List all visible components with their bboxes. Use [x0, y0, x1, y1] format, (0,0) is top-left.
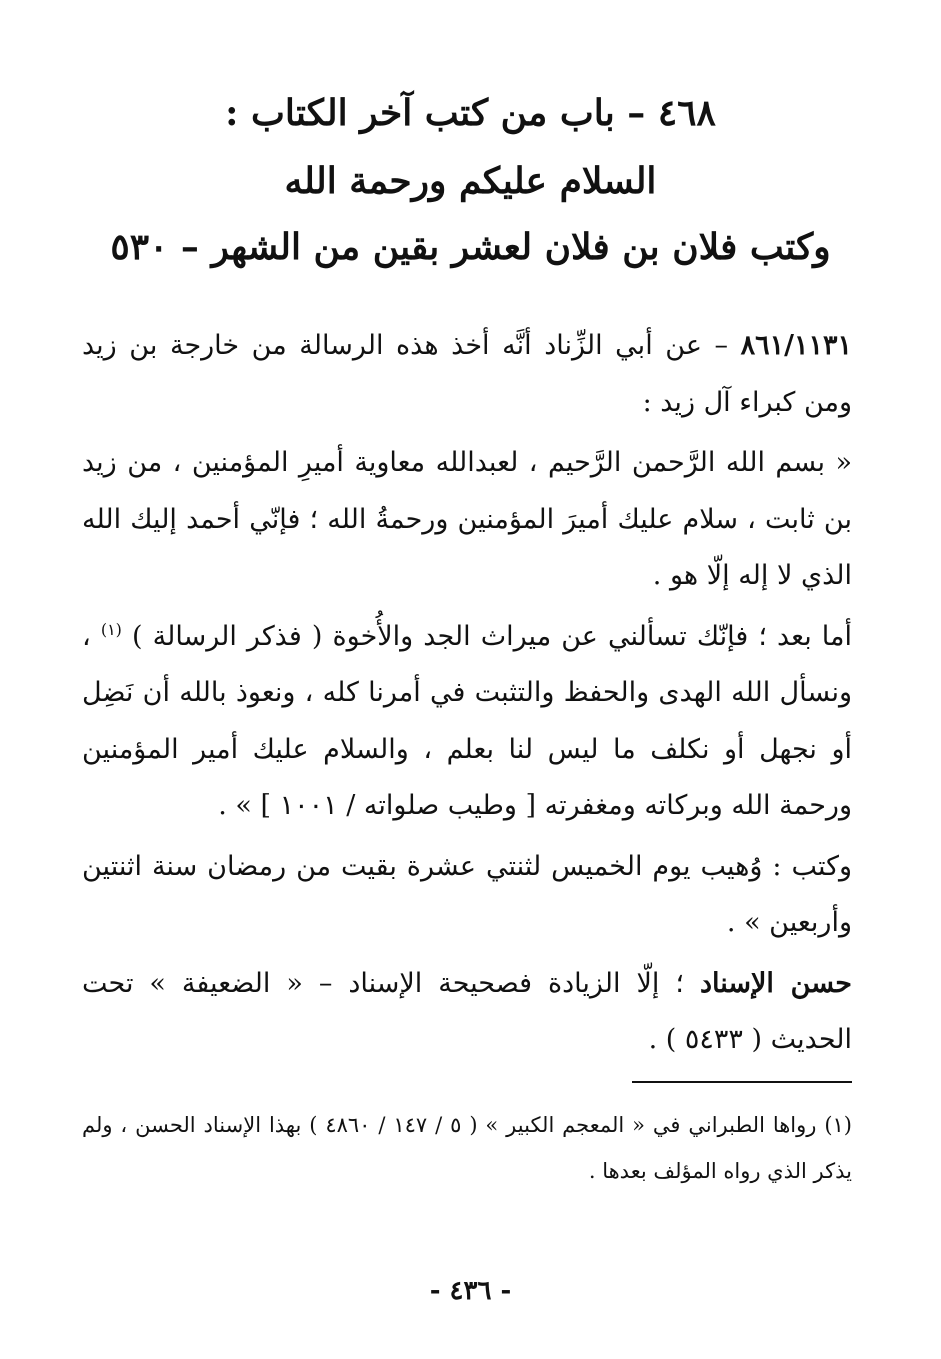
hadith-body — [82, 318, 852, 1069]
chapter-title-line-1: ٤٦٨ – باب من كتب آخر الكتاب : — [225, 92, 716, 134]
letter-body-paragraph — [82, 609, 852, 835]
letter-body-before-note: أما بعد ؛ فإنّك تسألني عن ميراث الجد والأُخوة ( فذكر الرسالة ) — [132, 620, 852, 652]
grading-text: ؛ إلّا الزيادة فصحيحة الإسناد – « الضعيفة » تحت الحديث ( ٥٤٣٣ ) . — [82, 967, 852, 1055]
hadith-intro-text: – عن أبي الزِّناد أنَّه أخذ هذه الرسالة من خارجة بن زيد ومن كبراء آل زيد : — [82, 330, 852, 418]
chapter-title-line-2: السلام عليكم ورحمة الله — [284, 160, 657, 202]
grading-paragraph — [82, 956, 852, 1069]
hadith-number: ٨٦١/١١٣١ — [740, 330, 852, 361]
chapter-title-line-3: وكتب فلان بن فلان لعشر بقين من الشهر – ٥٣٠ — [110, 226, 831, 268]
footnote-divider — [632, 1081, 852, 1083]
letter-closing-paragraph: وكتب : وُهيب يوم الخميس لثنتي عشرة بقيت من رمضان سنة اثنتين وأربعين » . — [82, 850, 852, 938]
footnote-text: (١) رواها الطبراني في « المعجم الكبير » ( ٥ / ١٤٧ / ٤٨٦٠ ) بهذا الإسناد الحسن ، ولم يذكر الذي رواه المؤلف بعدها . — [82, 1113, 852, 1183]
page-number: - ٤٣٦ - — [429, 1276, 512, 1306]
hadith-intro-paragraph — [82, 318, 852, 431]
letter-opening-paragraph: « بسم الله الرَّحمن الرَّحيم ، لعبدالله معاوية أميرِ المؤمنين ، من زيد بن ثابت ، سلام عليك أميرَ المؤمنين ورحمةُ الله ؛ فإنّي أحمد إليك الله الذي لا إله إلّا هو . — [82, 447, 852, 591]
letter-body-after-note: ، ونسأل الله الهدى والحفظ والتثبت في أمرنا كله ، ونعوذ بالله أن نَضِل أو نجهل أو نكلف ما ليس لنا بعلم ، والسلام عليك أمير المؤمنين ورحمة الله وبركاته ومغفرته [ وطيب صلواته / ١٠٠١ ] » . — [82, 620, 852, 821]
footnote-marker[interactable]: (١) — [100, 619, 122, 639]
grading-label: حسن الإسناد — [699, 967, 852, 999]
